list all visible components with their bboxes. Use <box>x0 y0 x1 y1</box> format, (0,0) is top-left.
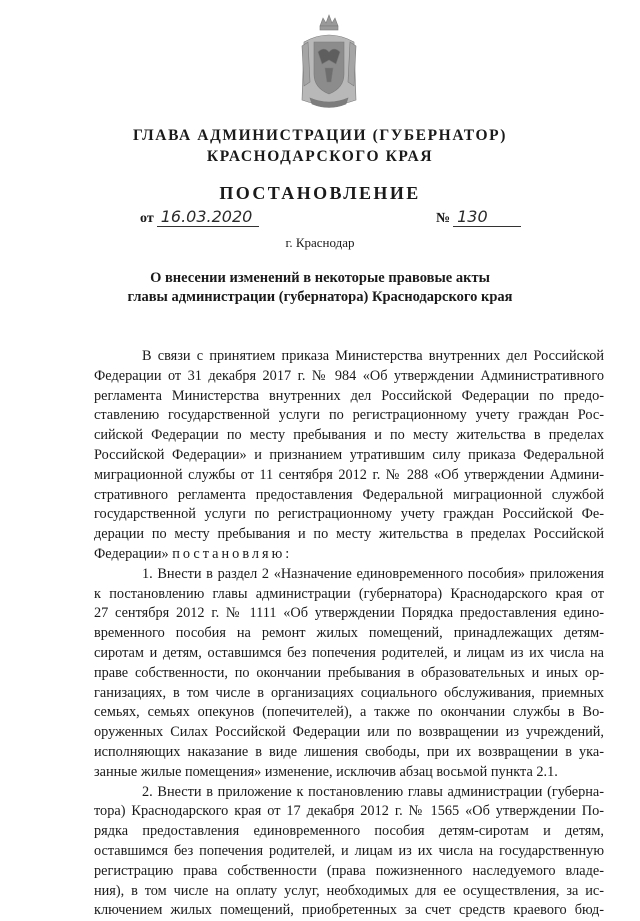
body-line: регистрацию права собственности (права пожизненного наследуемого владе- <box>94 862 604 879</box>
body-line: к постановлению главы администрации (губернатора) Краснодарского края от <box>94 585 604 602</box>
body-line: Российской Федерации» и признанием утратившим силу приказа Федеральной <box>94 446 604 463</box>
resolve-word: постановляю: <box>172 545 293 562</box>
body-line-text: Федерации» <box>94 545 169 562</box>
body-line: оставшимся без попечения родителей, и лицам из их числа на государственную <box>94 842 604 859</box>
document-type: ПОСТАНОВЛЕНИЕ <box>219 183 421 203</box>
number-handwritten: 130 <box>453 207 521 227</box>
body-line: ключением жилых помещений, приобретенных за счет средств краевого бюд- <box>94 902 604 919</box>
document-body <box>94 347 604 921</box>
body-line-resolve <box>94 545 604 565</box>
body-line: 1. Внести в раздел 2 «Назначение единовременного пособия» приложения <box>142 565 604 582</box>
body-line: праве собственности, по окончании пребывания в образовательных и иных ор- <box>94 664 604 681</box>
number-prefix: № <box>436 211 451 226</box>
body-line: сийской Федерации по месту пребывания и по месту жительства в пределах <box>94 427 604 444</box>
body-line: 2. Внести в приложение к постановлению главы администрации (губерна- <box>142 783 604 800</box>
body-line: сиротам и детям, оставшимся без попечения родителей, и лицам из их числа на <box>94 644 604 661</box>
document-title-line2: главы администрации (губернатора) Краснодарского края <box>127 289 513 305</box>
coat-of-arms-emblem <box>296 12 362 112</box>
body-line: регламента Министерства внутренних дел Российской Федерации по предо- <box>94 387 604 404</box>
number-field <box>436 207 521 233</box>
document-title-line1: О внесении изменений в некоторые правовые акты <box>150 270 490 286</box>
body-line: государственной услуги по регистрационному учету граждан Российской Фе- <box>94 506 604 523</box>
body-line: тора) Краснодарского края от 17 декабря 2012 г. № 1565 «Об утверждении По- <box>94 803 604 820</box>
body-line: В связи с принятием приказа Министерства внутренних дел Российской <box>142 348 604 364</box>
body-line: исполняющих наказание в виде лишения свободы, при их возвращении в ука- <box>94 743 604 760</box>
body-line: семьях, семьях опекунов (попечителей), а также по окончании службы в Во- <box>94 704 604 721</box>
body-line: ганизациях, в том числе в организациях социального обслуживания, приемных <box>94 684 604 701</box>
body-line: рядка предоставления единовременного пособия детям-сиротам и детям, <box>94 823 604 840</box>
authority-title-line2: КРАСНОДАРСКОГО КРАЯ <box>206 148 434 165</box>
date-handwritten: 16.03.2020 <box>157 207 259 227</box>
body-line: ния), в том числе на оплату услуг, необходимых для ее осуществления, за ис- <box>94 882 604 899</box>
authority-title-line1: ГЛАВА АДМИНИСТРАЦИИ (ГУБЕРНАТОР) <box>133 127 507 144</box>
body-line: ставлению государственной услуги по регистрационному учету граждан Рос- <box>94 407 604 424</box>
body-line: занные жилые помещения» изменение, исключив абзац восьмой пункта 2.1. <box>94 763 558 780</box>
body-line: Федерации от 31 декабря 2017 г. № 984 «Об утверждении Административного <box>94 367 604 384</box>
body-line: миграционной службы от 11 сентября 2012 г. № 288 «Об утверждении Админи- <box>94 466 604 483</box>
date-prefix: от <box>140 211 154 226</box>
city-label: г. Краснодар <box>285 235 355 250</box>
body-line: оруженных Силах Российской Федерации или по возвращении из учреждений, <box>94 724 604 741</box>
body-line: стративного регламента предоставления Федеральной миграционной службой <box>94 486 604 503</box>
body-line: 27 сентября 2012 г. № 1111 «Об утверждении Порядка предоставления едино- <box>94 605 604 622</box>
body-line: временного пособия на ремонт жилых помещений, принадлежащих детям- <box>94 625 604 642</box>
date-field <box>140 207 259 233</box>
body-line: дерации по месту пребывания и по месту жительства в пределах Российской <box>94 526 604 543</box>
